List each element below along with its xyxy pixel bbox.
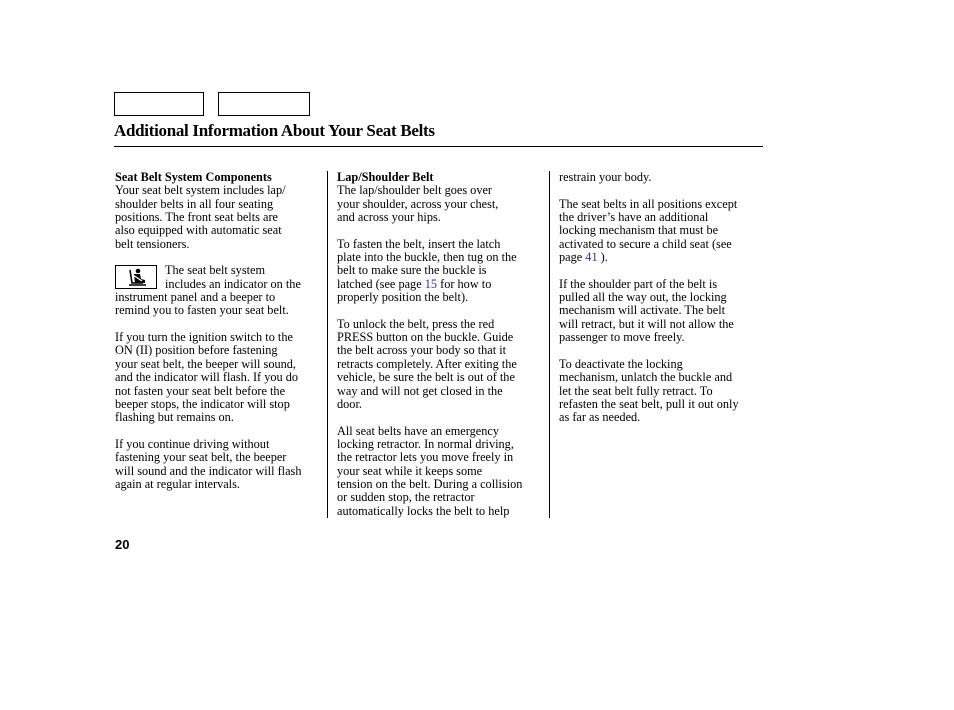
text-line: belt to make sure the buckle is <box>337 263 487 278</box>
text-line: To fasten the belt, insert the latch <box>337 236 501 251</box>
text-line: not fasten your seat belt before the <box>115 383 286 398</box>
text-line: PRESS button on the buckle. Guide <box>337 330 514 345</box>
page-link-41[interactable]: 41 <box>585 250 598 265</box>
text-line: vehicle, be sure the belt is out of the <box>337 370 515 385</box>
text-fragment: page <box>559 250 586 265</box>
section-heading-components: Seat Belt System Components <box>115 170 272 184</box>
column-divider <box>327 171 328 518</box>
text-line: again at regular intervals. <box>115 476 240 491</box>
page-link-15[interactable]: 15 <box>424 276 438 291</box>
text-line: belt tensioners. <box>115 236 190 251</box>
text-line: shoulder belts in all four seating <box>115 196 274 211</box>
text-line: locking retractor. In normal driving, <box>337 436 514 451</box>
text-line: properly position the belt). <box>337 290 469 305</box>
text-line: ON (II) position before fastening <box>115 343 278 358</box>
text-line: restrain your body. <box>559 170 652 184</box>
text-line: the retractor lets you move freely in <box>337 450 514 465</box>
paragraph <box>115 438 325 491</box>
text-line <box>559 251 764 264</box>
column-divider <box>549 171 550 518</box>
text-line: locking mechanism that must be <box>559 223 719 238</box>
text-line <box>337 278 547 291</box>
paragraph <box>559 278 764 345</box>
text-line: pulled all the way out, the locking <box>559 290 727 305</box>
paragraph <box>559 198 764 265</box>
text-line: If the shoulder part of the belt is <box>559 276 718 291</box>
text-line: The seat belts in all positions except <box>559 196 738 211</box>
text-line: The lap/shoulder belt goes over <box>337 183 493 198</box>
previous-page-button[interactable] <box>114 92 204 116</box>
seat-belt-reminder-icon <box>115 265 157 289</box>
text-line: will retract, but it will not allow the <box>559 316 734 331</box>
paragraph <box>115 331 325 424</box>
text-line: will sound and the indicator will flash <box>115 463 302 478</box>
title-divider <box>114 146 763 147</box>
text-line: beeper stops, the indicator will stop <box>115 396 290 411</box>
text-line: your seat while it keeps some <box>337 463 483 478</box>
text-line: as far as needed. <box>559 410 641 425</box>
text-line: flashing but remains on. <box>115 410 234 425</box>
paragraph <box>559 171 764 184</box>
text-line: automatically locks the belt to help <box>337 503 510 518</box>
text-line: or sudden stop, the retractor <box>337 490 475 505</box>
paragraph <box>337 171 547 224</box>
text-line: mechanism will activate. The belt <box>559 303 726 318</box>
text-line: If you turn the ignition switch to the <box>115 330 293 345</box>
text-line: passenger to move freely. <box>559 330 685 345</box>
text-fragment: latched (see page <box>337 276 425 291</box>
text-line: let the seat belt fully retract. To <box>559 383 713 398</box>
text-line: way and will not get closed in the <box>337 383 503 398</box>
page-title: Additional Information About Your Seat Belts <box>114 121 435 140</box>
text-line: Your seat belt system includes lap/ <box>115 183 286 198</box>
column-1 <box>115 171 325 491</box>
text-line: positions. The front seat belts are <box>115 210 279 225</box>
text-line: your shoulder, across your chest, <box>337 196 499 211</box>
text-line: activated to secure a child seat (see <box>559 236 732 251</box>
page-number: 20 <box>115 537 130 552</box>
paragraph <box>115 171 325 251</box>
text-line: If you continue driving without <box>115 436 270 451</box>
text-line: remind you to fasten your seat belt. <box>115 303 289 318</box>
next-page-button[interactable] <box>218 92 310 116</box>
paragraph <box>337 238 547 305</box>
text-fragment: for how to <box>437 276 492 291</box>
text-line: includes an indicator on the <box>165 276 301 291</box>
text-line: the driver’s have an additional <box>559 210 709 225</box>
text-fragment: ). <box>597 250 608 265</box>
text-line: door. <box>337 396 362 411</box>
text-line: refasten the seat belt, pull it out only <box>559 396 739 411</box>
text-line: the belt across your body so that it <box>337 343 507 358</box>
text-line: and the indicator will flash. If you do <box>115 370 299 385</box>
text-line: tension on the belt. During a collision <box>337 476 523 491</box>
text-line: and across your hips. <box>337 210 441 225</box>
text-line: All seat belts have an emergency <box>337 423 499 438</box>
text-line: retracts completely. After exiting the <box>337 356 517 371</box>
text-line: also equipped with automatic seat <box>115 223 282 238</box>
column-3 <box>559 171 764 425</box>
paragraph <box>337 318 547 411</box>
text-line: plate into the buckle, then tug on the <box>337 250 517 265</box>
column-2 <box>337 171 547 518</box>
section-heading-lap-shoulder-belt: Lap/Shoulder Belt <box>337 170 434 184</box>
text-line: your seat belt, the beeper will sound, <box>115 356 296 371</box>
text-line: To unlock the belt, press the red <box>337 316 495 331</box>
paragraph <box>559 358 764 425</box>
text-line: To deactivate the locking <box>559 356 683 371</box>
text-line: fastening your seat belt, the beeper <box>115 450 287 465</box>
text-line: instrument panel and a beeper to <box>115 290 276 305</box>
text-line: The seat belt system <box>165 263 266 278</box>
text-line: mechanism, unlatch the buckle and <box>559 370 733 385</box>
paragraph <box>337 425 547 518</box>
